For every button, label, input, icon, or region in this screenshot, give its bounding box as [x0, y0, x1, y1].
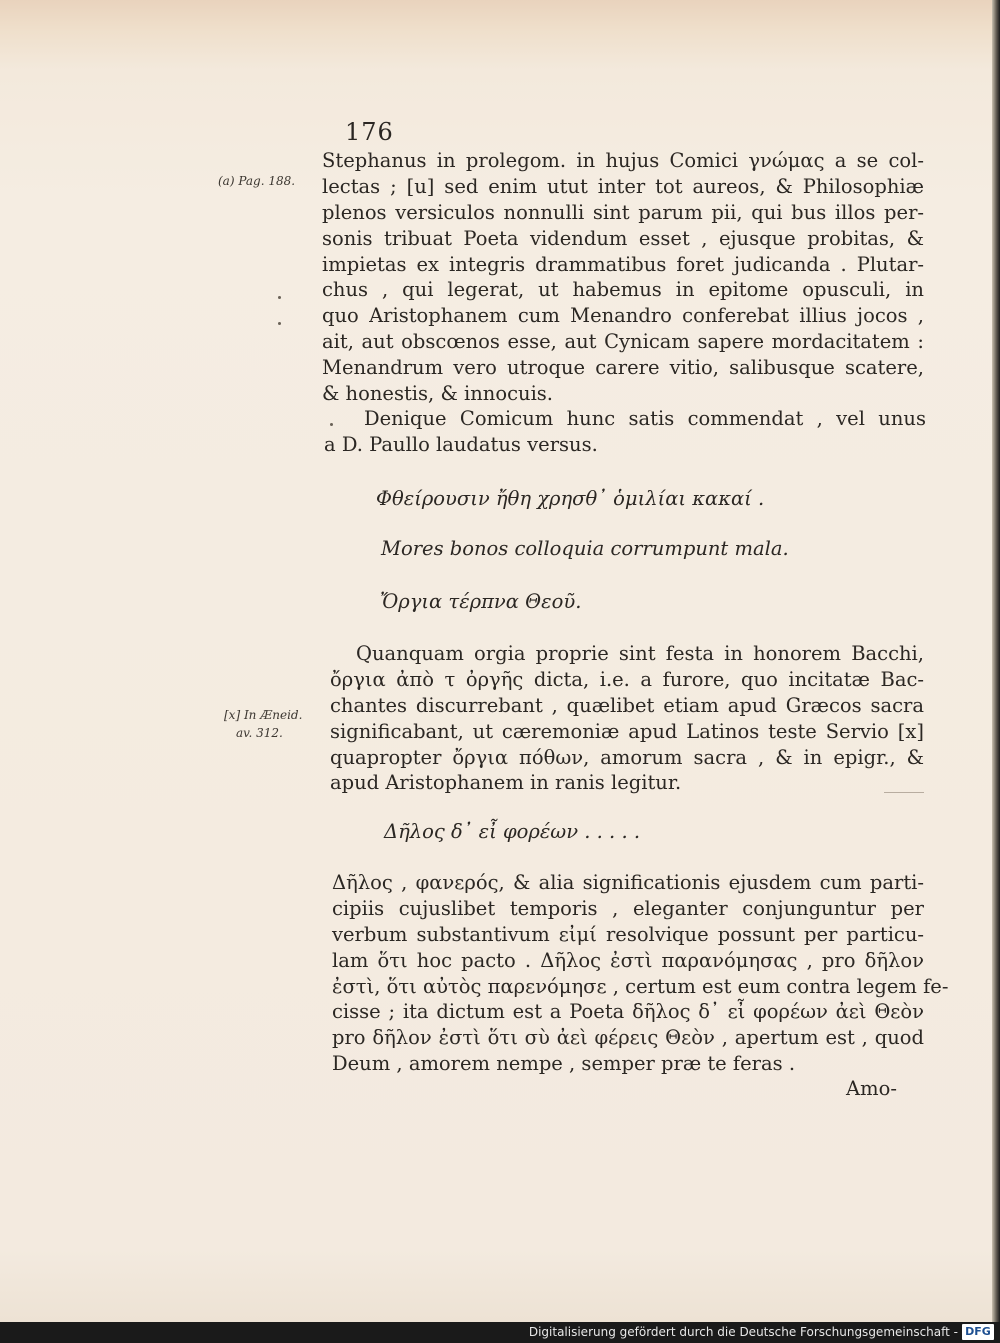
text-line: cipiis cujuslibet temporis , eleganter conjunguntur per: [332, 896, 924, 920]
text-line: Quanquam orgia proprie sint festa in honorem Bacchi,: [356, 642, 924, 665]
catchword: Amo-: [846, 1077, 897, 1100]
text-line: Δῆλος , φανερός, & alia significationis ejusdem cum parti-: [332, 871, 924, 894]
quote-greek: Φθείρουσιν ἤθη χρησθ᾽ ὁμιλίαι κακαί .: [376, 487, 765, 510]
margin-note-x-line2: av. 312.: [236, 726, 283, 740]
page-edge-shadow: [992, 0, 1000, 1322]
text-line: quapropter ὄργια πόθων, amorum sacra , & in epigr., &: [330, 745, 924, 769]
text-line: pro δῆλον ἐστὶ ὅτι σὺ ἀεὶ φέρεις Θεὸν , apertum est , quod: [332, 1026, 924, 1050]
text-line: sonis tribuat Poeta videndum esset , ejusque probitas, &: [322, 226, 924, 250]
faint-rule: [884, 792, 924, 793]
text-line: chantes discurrebant , quælibet etiam apud Græcos sacra: [330, 693, 924, 717]
text-line: Deum , amorem nempe , semper præ te feras .: [332, 1052, 796, 1076]
text-line: Denique Comicum hunc satis commendat , vel unus: [364, 407, 926, 430]
page-number: 176: [345, 118, 394, 146]
paragraph-3: [330, 641, 924, 796]
ink-mark: [278, 296, 281, 299]
text-line: Stephanus in prolegom. in hujus Comici γνώμας a se col-: [322, 149, 924, 172]
paragraph-1: [322, 148, 924, 407]
paragraph-2: [324, 406, 926, 458]
text-line: a D. Paullo laudatus versus.: [324, 432, 598, 456]
text-line: ὄργια ἀπὸ τ ὀργῆς dicta, i.e. a furore, quo incitatæ Bac-: [330, 667, 924, 691]
text-line: Menandrum vero utroque carere vitio, salibusque scatere,: [322, 356, 924, 380]
dfg-logo[interactable]: DFG: [962, 1324, 994, 1340]
text-line: cisse ; ita dictum est a Poeta δῆλος δ᾽ εἶ φορέων ἀεὶ Θεὸν: [332, 1000, 924, 1024]
margin-note-x-line1: [x] In Æneid.: [224, 708, 303, 722]
text-line: lam ὅτι hoc pacto . Δῆλος ἐστὶ παρανόμησας , pro δῆλον: [332, 948, 924, 972]
text-line: apud Aristophanem in ranis legitur.: [330, 771, 682, 795]
quote-orgia: Ὄργια τέρπνα Θεοῦ.: [380, 590, 582, 613]
funding-notice: Digitalisierung gefördert durch die Deutsche Forschungsgemeinschaft -: [528, 1325, 958, 1339]
text-line: verbum substantivum εἰμί resolvique possunt per particu-: [332, 922, 924, 946]
text-line: ait, aut obscœnos esse, aut Cynicam sapere mordacitatem :: [322, 330, 924, 354]
quote-delos: Δῆλος δ᾽ εἶ φορέων . . . . .: [384, 820, 641, 843]
paragraph-4: [332, 870, 949, 1077]
text-line: chus , qui legerat, ut habemus in epitome opusculi, in: [322, 278, 924, 302]
text-line: quo Aristophanem cum Menandro conferebat illius jocos ,: [322, 304, 924, 328]
quote-latin: Mores bonos colloquia corrumpunt mala.: [381, 537, 789, 560]
footer-bar: [0, 1322, 1000, 1343]
text-line: & honestis, & innocuis.: [322, 382, 554, 406]
text-line: plenos versiculos nonnulli sint parum pii, qui bus illos per-: [322, 200, 924, 224]
margin-note-a: (a) Pag. 188.: [218, 174, 296, 188]
text-line: impietas ex integris drammatibus foret judicanda . Plutar-: [322, 252, 924, 276]
text-line: ἐστὶ, ὅτι αὐτὸς παρενόμησε , certum est eum contra legem fe-: [332, 974, 949, 998]
text-line: lectas ; [u] sed enim utut inter tot aureos, & Philosophiæ: [322, 174, 924, 198]
ink-mark: [278, 322, 281, 325]
text-line: significabant, ut cæremoniæ apud Latinos teste Servio [x]: [330, 719, 924, 743]
